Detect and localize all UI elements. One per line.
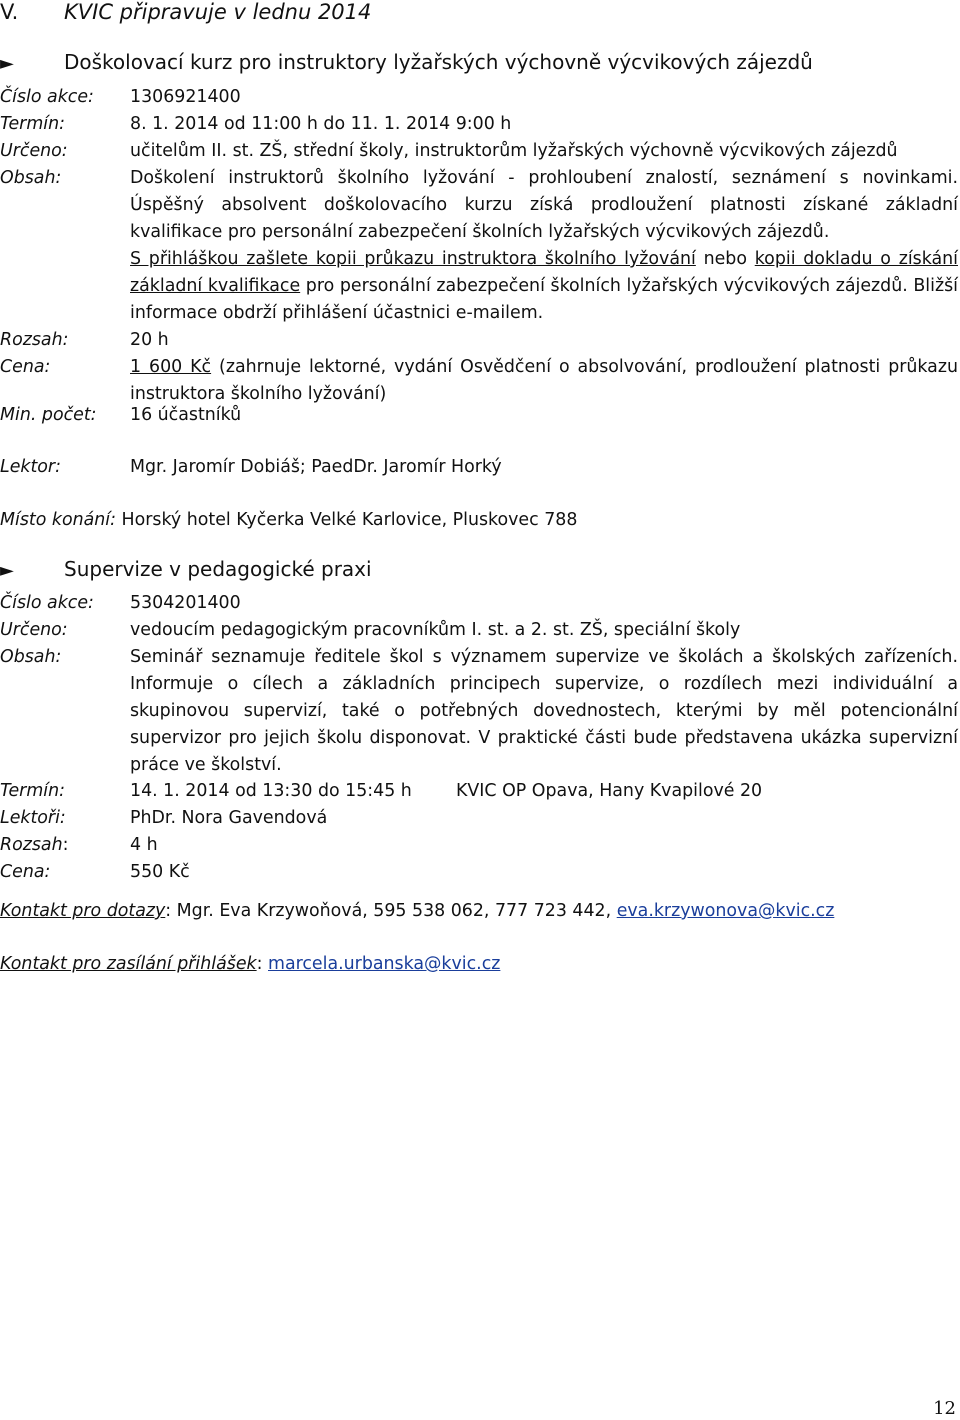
- contact-questions-text: : Mgr. Eva Krzywoňová, 595 538 062, 777 723 442,: [165, 901, 617, 921]
- cena-label: Cena:: [0, 357, 51, 377]
- cena-value: 550 Kč: [130, 862, 190, 882]
- course-1-title-text: Doškolovací kurz pro instruktory lyžařských výchovně výcvikových zájezdů: [64, 50, 813, 74]
- chapter-heading: [0, 0, 371, 26]
- lektor-value: Mgr. Jaromír Dobiáš; PaedDr. Jaromír Horký: [130, 457, 502, 477]
- contact-applications-text: :: [256, 954, 268, 974]
- contact-questions-email-link[interactable]: eva.krzywonova@kvic.cz: [616, 901, 835, 921]
- application-note-1: S přihláškou zašlete kopii průkazu instruktora školního lyžování: [130, 249, 696, 269]
- misto-label: Místo konání:: [0, 510, 116, 530]
- rozsah-label: [0, 832, 68, 859]
- lektor-label: Lektor:: [0, 457, 61, 477]
- contact-applications: [0, 951, 500, 978]
- misto-value: Horský hotel Kyčerka Velké Karlovice, Pluskovec 788: [121, 510, 578, 530]
- course-1-misto-row: [0, 507, 960, 534]
- arrow-right-icon: ►: [0, 53, 14, 74]
- course-1-obsah-paragraph-1: Doškolení instruktorů školního lyžování - prohloubení znalostí, seznámení s novinkami. Úspěšný absolvent doškolovacího kurzu získá prodloužení platnosti získané základní kvalifikace pro personální zabezpečení školních lyžařských výcvikových zájezdů.: [130, 168, 958, 242]
- course-2-title: [0, 555, 372, 585]
- urceno-label: Určeno:: [0, 620, 68, 640]
- rozsah-label: Rozsah:: [0, 330, 69, 350]
- rozsah-value: 4 h: [130, 835, 158, 855]
- min-value: 16 účastníků: [130, 405, 242, 425]
- application-note-2: kopii dokladu o získání základní kvalifikace: [130, 249, 958, 296]
- min-label: Min. počet:: [0, 405, 97, 425]
- rozsah-value: 20 h: [130, 330, 169, 350]
- rozsah-colon: :: [62, 835, 69, 855]
- termin-place: KVIC OP Opava, Hany Kvapilové 20: [456, 781, 763, 801]
- contact-questions-label: Kontakt pro dotazy: [0, 901, 166, 921]
- cena-label: Cena:: [0, 862, 51, 882]
- urceno-value: učitelům II. st. ZŠ, střední školy, instruktorům lyžařských výchovně výcvikových zájezdů: [130, 141, 898, 161]
- termin-value: 14. 1. 2014 od 13:30 do 15:45 h: [130, 781, 412, 801]
- lektori-label: Lektoři:: [0, 808, 66, 828]
- urceno-value: vedoucím pedagogickým pracovníkům I. st. a 2. st. ZŠ, speciální školy: [130, 620, 741, 640]
- course-1-obsah-paragraph-2: [130, 246, 958, 327]
- course-1-cena-value: [130, 354, 958, 408]
- rozsah-label-text: Rozsah: [0, 835, 63, 855]
- termin-label: Termín:: [0, 781, 65, 801]
- urceno-label: Určeno:: [0, 141, 68, 161]
- termin-value: 8. 1. 2014 od 11:00 h do 11. 1. 2014 9:00 h: [130, 114, 512, 134]
- chapter-title: KVIC připravuje v lednu 2014: [64, 0, 372, 24]
- termin-label: Termín:: [0, 114, 65, 134]
- chapter-number: V.: [0, 0, 19, 24]
- cislo-label: Číslo akce:: [0, 593, 94, 613]
- contact-applications-email-link[interactable]: marcela.urbanska@kvic.cz: [268, 954, 501, 974]
- cislo-value: 5304201400: [130, 593, 241, 613]
- arrow-right-icon: ►: [0, 560, 14, 581]
- application-note-rest: pro personální zabezpečení školních lyžařských výcvikových zájezdů. Bližší informace obdrží přihlášení účastnici e-mailem.: [130, 276, 958, 323]
- obsah-label: Obsah:: [0, 168, 62, 188]
- page-number: 12: [933, 1398, 956, 1419]
- course-2-title-text: Supervize v pedagogické praxi: [64, 557, 372, 581]
- obsah-label: Obsah:: [0, 647, 62, 667]
- cena-amount: 1 600 Kč: [130, 357, 212, 377]
- application-note-or: nebo: [695, 249, 755, 269]
- cislo-label: Číslo akce:: [0, 87, 94, 107]
- contact-applications-label: Kontakt pro zasílání přihlášek: [0, 954, 257, 974]
- cena-note: (zahrnuje lektorné, vydání Osvědčení o absolvování, prodloužení platnosti průkazu instruktora školního lyžování): [130, 357, 958, 404]
- cislo-value: 1306921400: [130, 87, 241, 107]
- contact-questions: [0, 898, 834, 925]
- course-1-title: [0, 48, 813, 78]
- course-2-obsah-paragraph: Seminář seznamuje ředitele škol s významem supervize ve školách a školských zařízeních. Informuje o cílech a základních principech supervize, o rozdílech mezi individuální a skupinovou supervizí, také o potřebných dovednostech, kterými by měl potencionální supervizor pro jejich školu disponovat. V praktické části bude představena ukázka supervizní práce ve školství.: [130, 647, 958, 775]
- lektori-value: PhDr. Nora Gavendová: [130, 808, 328, 828]
